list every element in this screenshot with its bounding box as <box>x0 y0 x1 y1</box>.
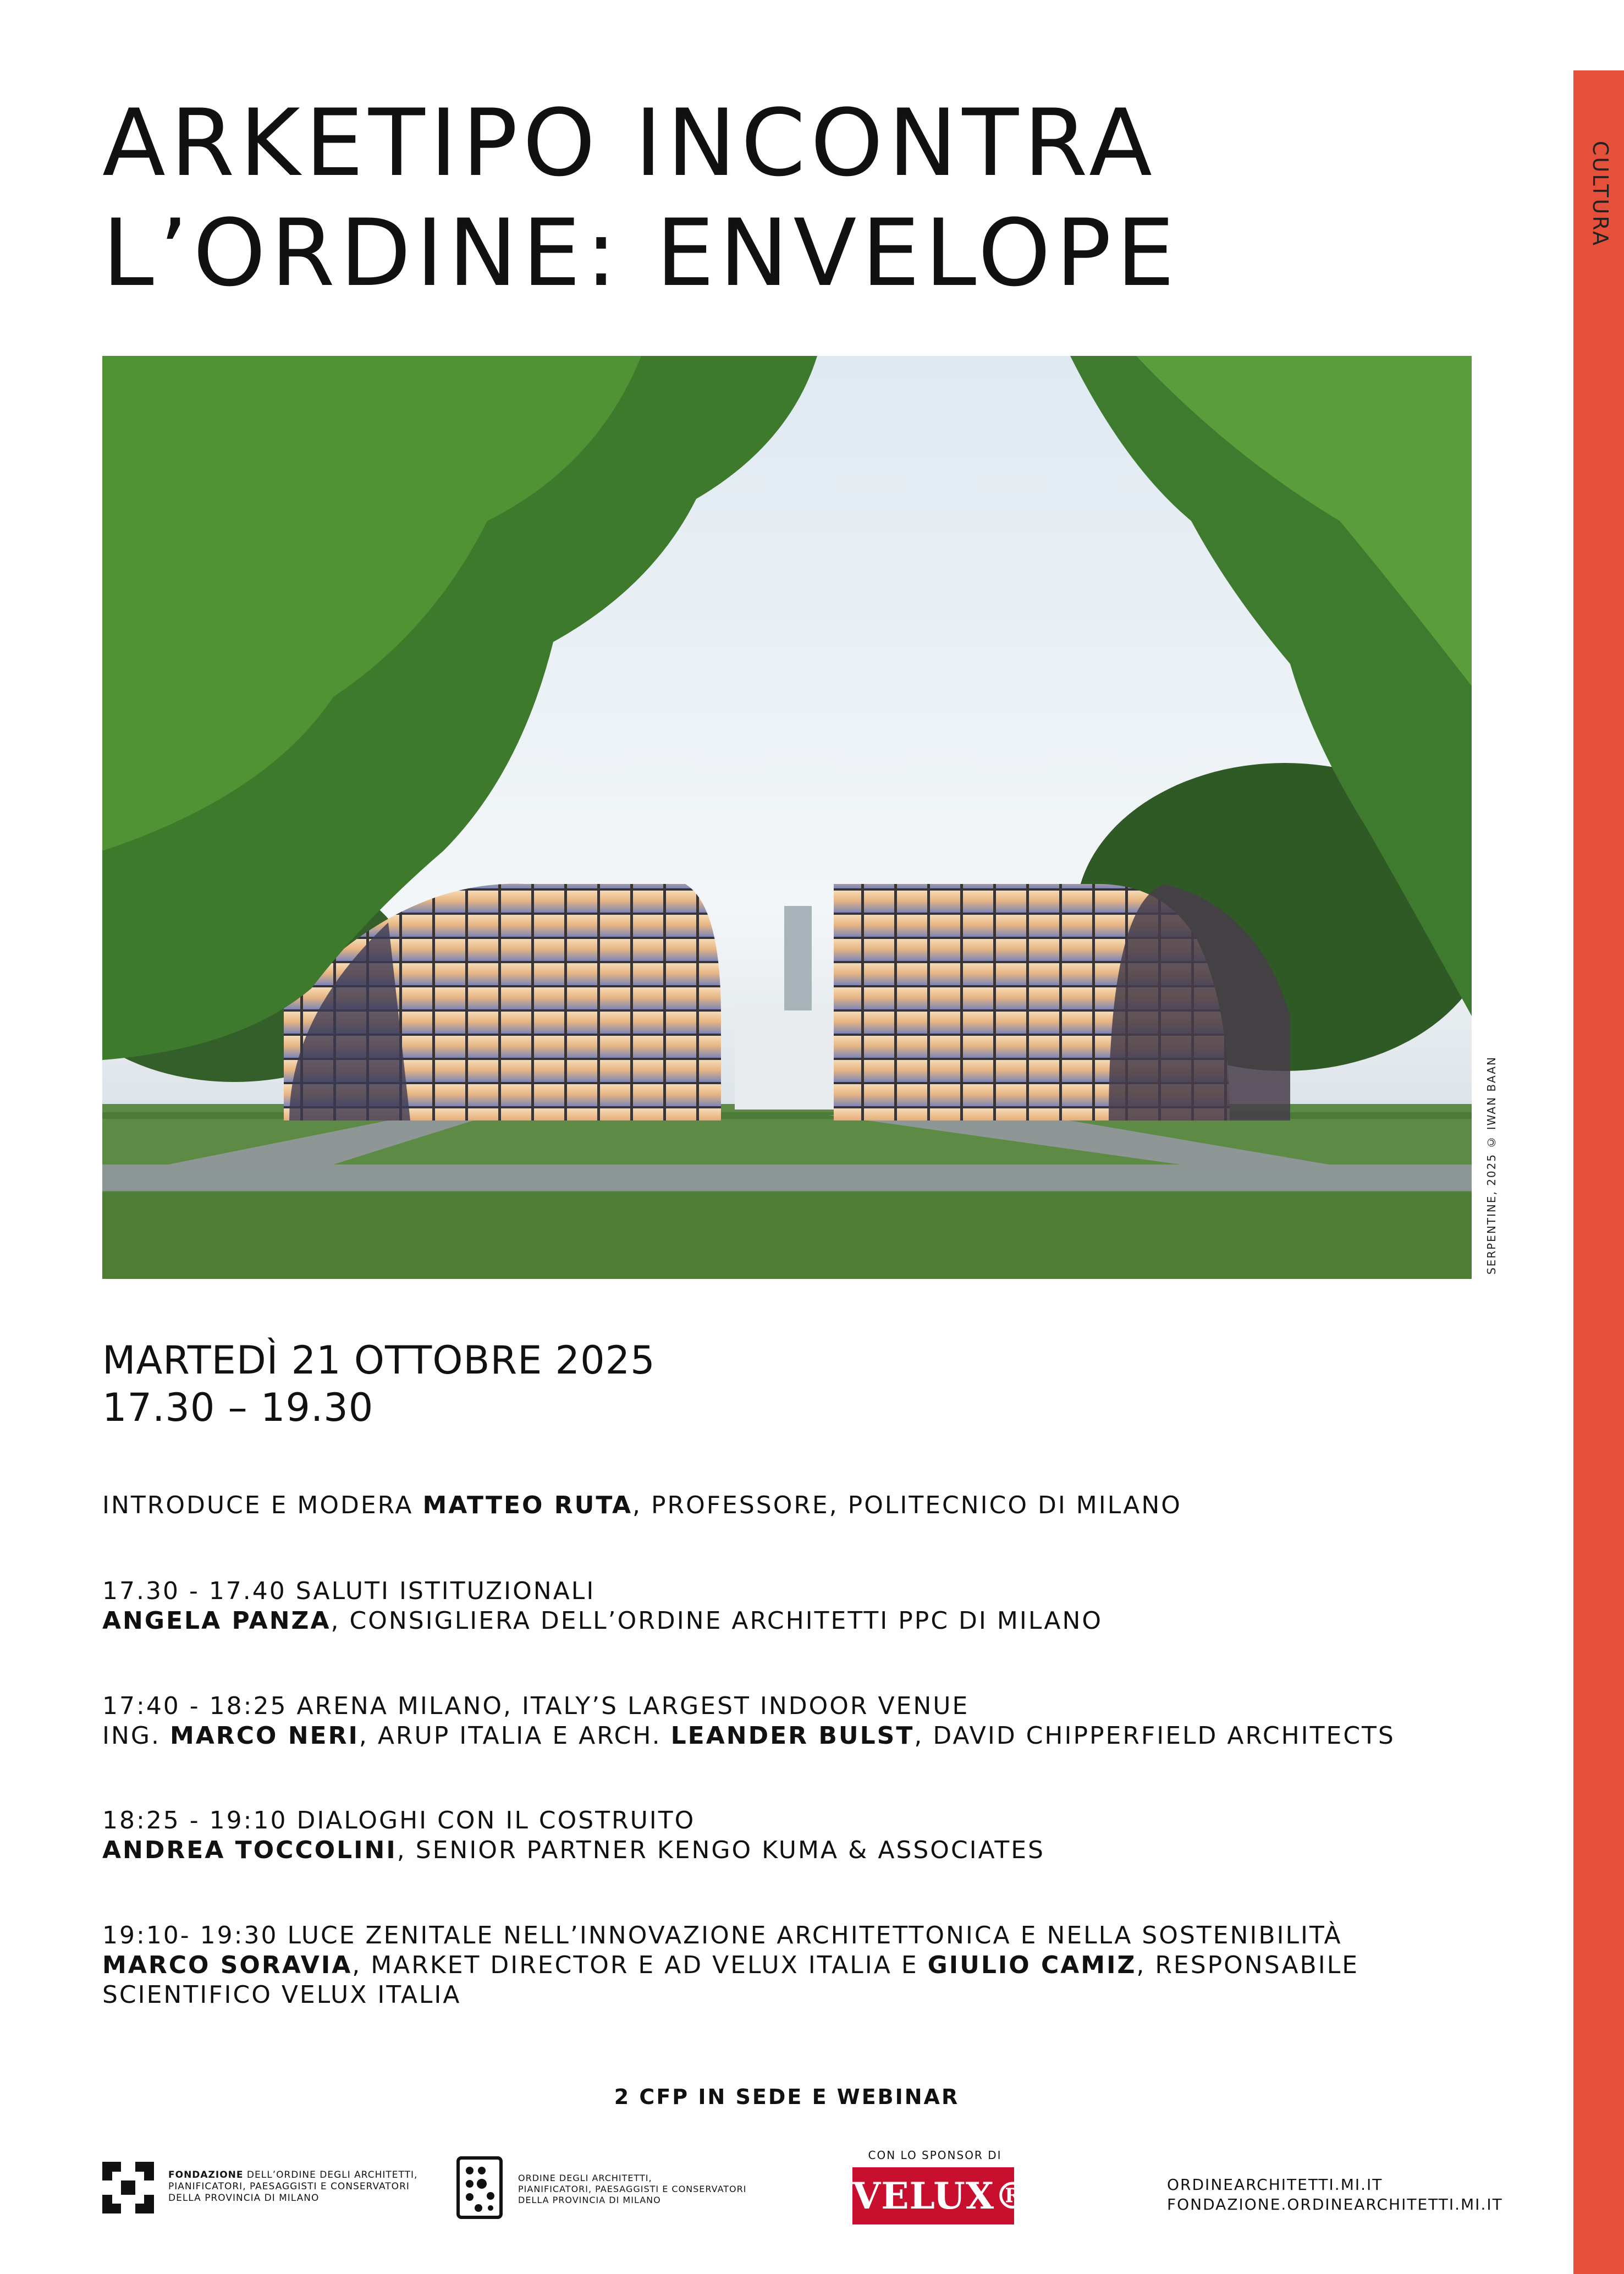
ordine-url[interactable]: ORDINEARCHITETTI.MI.IT <box>1167 2176 1383 2194</box>
moderator-name: MATTEO RUTA <box>422 1491 633 1519</box>
cfp-note: 2 CFP IN SEDE E WEBINAR <box>614 2085 960 2109</box>
event-time: 17.30 – 19.30 <box>102 1385 374 1430</box>
title-line-1: ARKETIPO INCONTRA <box>102 89 1157 197</box>
ordine-line3: DELLA PROVINCIA DI MILANO <box>518 2195 661 2205</box>
event-datetime <box>102 1337 656 1431</box>
photo-credit: SERPENTINE, 2025 © IWAN BAAN <box>1485 1056 1498 1275</box>
speaker-role: , MARKET DIRECTOR E AD VELUX ITALIA E <box>352 1951 928 1979</box>
ordine-logo-icon <box>456 2156 503 2219</box>
footer <box>0 2145 1573 2244</box>
program-item <box>102 1691 1554 1751</box>
program-item <box>102 1577 1554 1636</box>
program-item <box>102 1921 1554 2010</box>
speaker-name: LEANDER BULST <box>670 1722 915 1750</box>
page-title <box>102 88 1477 308</box>
ordine-line1: ORDINE DEGLI ARCHITETTI, <box>518 2173 652 2183</box>
moderator-role: , PROFESSORE, POLITECNICO DI MILANO <box>632 1491 1182 1519</box>
velux-logo: VELUX® <box>852 2167 1014 2224</box>
speaker-role: , ARUP ITALIA E ARCH. <box>359 1722 671 1750</box>
speaker-role: , DAVID CHIPPERFIELD ARCHITECTS <box>914 1722 1395 1750</box>
fondazione-logo-icon <box>102 2162 154 2213</box>
ordine-name <box>518 2173 746 2206</box>
speaker-name: MARCO NERI <box>169 1722 359 1750</box>
website-links <box>1167 2175 1503 2215</box>
fondazione-line1: DELL’ORDINE DEGLI ARCHITETTI, <box>243 2169 418 2180</box>
fondazione-name <box>168 2169 417 2204</box>
fondazione-url[interactable]: FONDAZIONE.ORDINEARCHITETTI.MI.IT <box>1167 2195 1503 2213</box>
speaker-name: ANGELA PANZA <box>102 1607 331 1635</box>
fondazione-bold: FONDAZIONE <box>168 2169 244 2180</box>
hero-photo <box>102 356 1472 1279</box>
fondazione-line3: DELLA PROVINCIA DI MILANO <box>168 2193 320 2204</box>
program-item <box>102 1806 1554 1865</box>
sponsor-label: CON LO SPONSOR DI <box>868 2149 1002 2162</box>
intro-text: INTRODUCE E MODERA <box>102 1491 423 1519</box>
speaker-role: , RESPONSABILE <box>1136 1951 1359 1979</box>
speaker-role: SCIENTIFICO VELUX ITALIA <box>102 1981 461 2009</box>
speaker-name: ANDREA TOCCOLINI <box>102 1836 397 1864</box>
program-item-heading: 17:40 - 18:25 ARENA MILANO, ITALY’S LARGEST INDOOR VENUE <box>102 1692 970 1720</box>
program-item-heading: 18:25 - 19:10 DIALOGHI CON IL COSTRUITO <box>102 1806 696 1834</box>
accent-sidebar <box>1573 70 1624 2274</box>
program-item-heading: 19:10- 19:30 LUCE ZENITALE NELL’INNOVAZIONE ARCHITETTONICA E NELLA SOSTENIBILITÀ <box>102 1921 1342 1949</box>
section-label: CULTURA <box>1588 141 1612 248</box>
speaker-role: , CONSIGLIERA DELL’ORDINE ARCHITETTI PPC DI MILANO <box>331 1607 1103 1635</box>
program-item-heading: 17.30 - 17.40 SALUTI ISTITUZIONALI <box>102 1577 596 1605</box>
ordine-line2: PIANIFICATORI, PAESAGGISTI E CONSERVATORI <box>518 2184 747 2194</box>
event-date: MARTEDÌ 21 OTTOBRE 2025 <box>102 1338 656 1383</box>
fondazione-line2: PIANIFICATORI, PAESAGGISTI E CONSERVATORI <box>168 2181 410 2192</box>
speaker-name: MARCO SORAVIA <box>102 1951 353 1979</box>
program-intro <box>102 1491 1554 1520</box>
speaker-role: , SENIOR PARTNER KENGO KUMA & ASSOCIATES <box>397 1836 1045 1864</box>
speaker-title: ING. <box>102 1722 170 1750</box>
speaker-name: GIULIO CAMIZ <box>927 1951 1137 1979</box>
title-line-2: L’ORDINE: ENVELOPE <box>102 199 1180 307</box>
